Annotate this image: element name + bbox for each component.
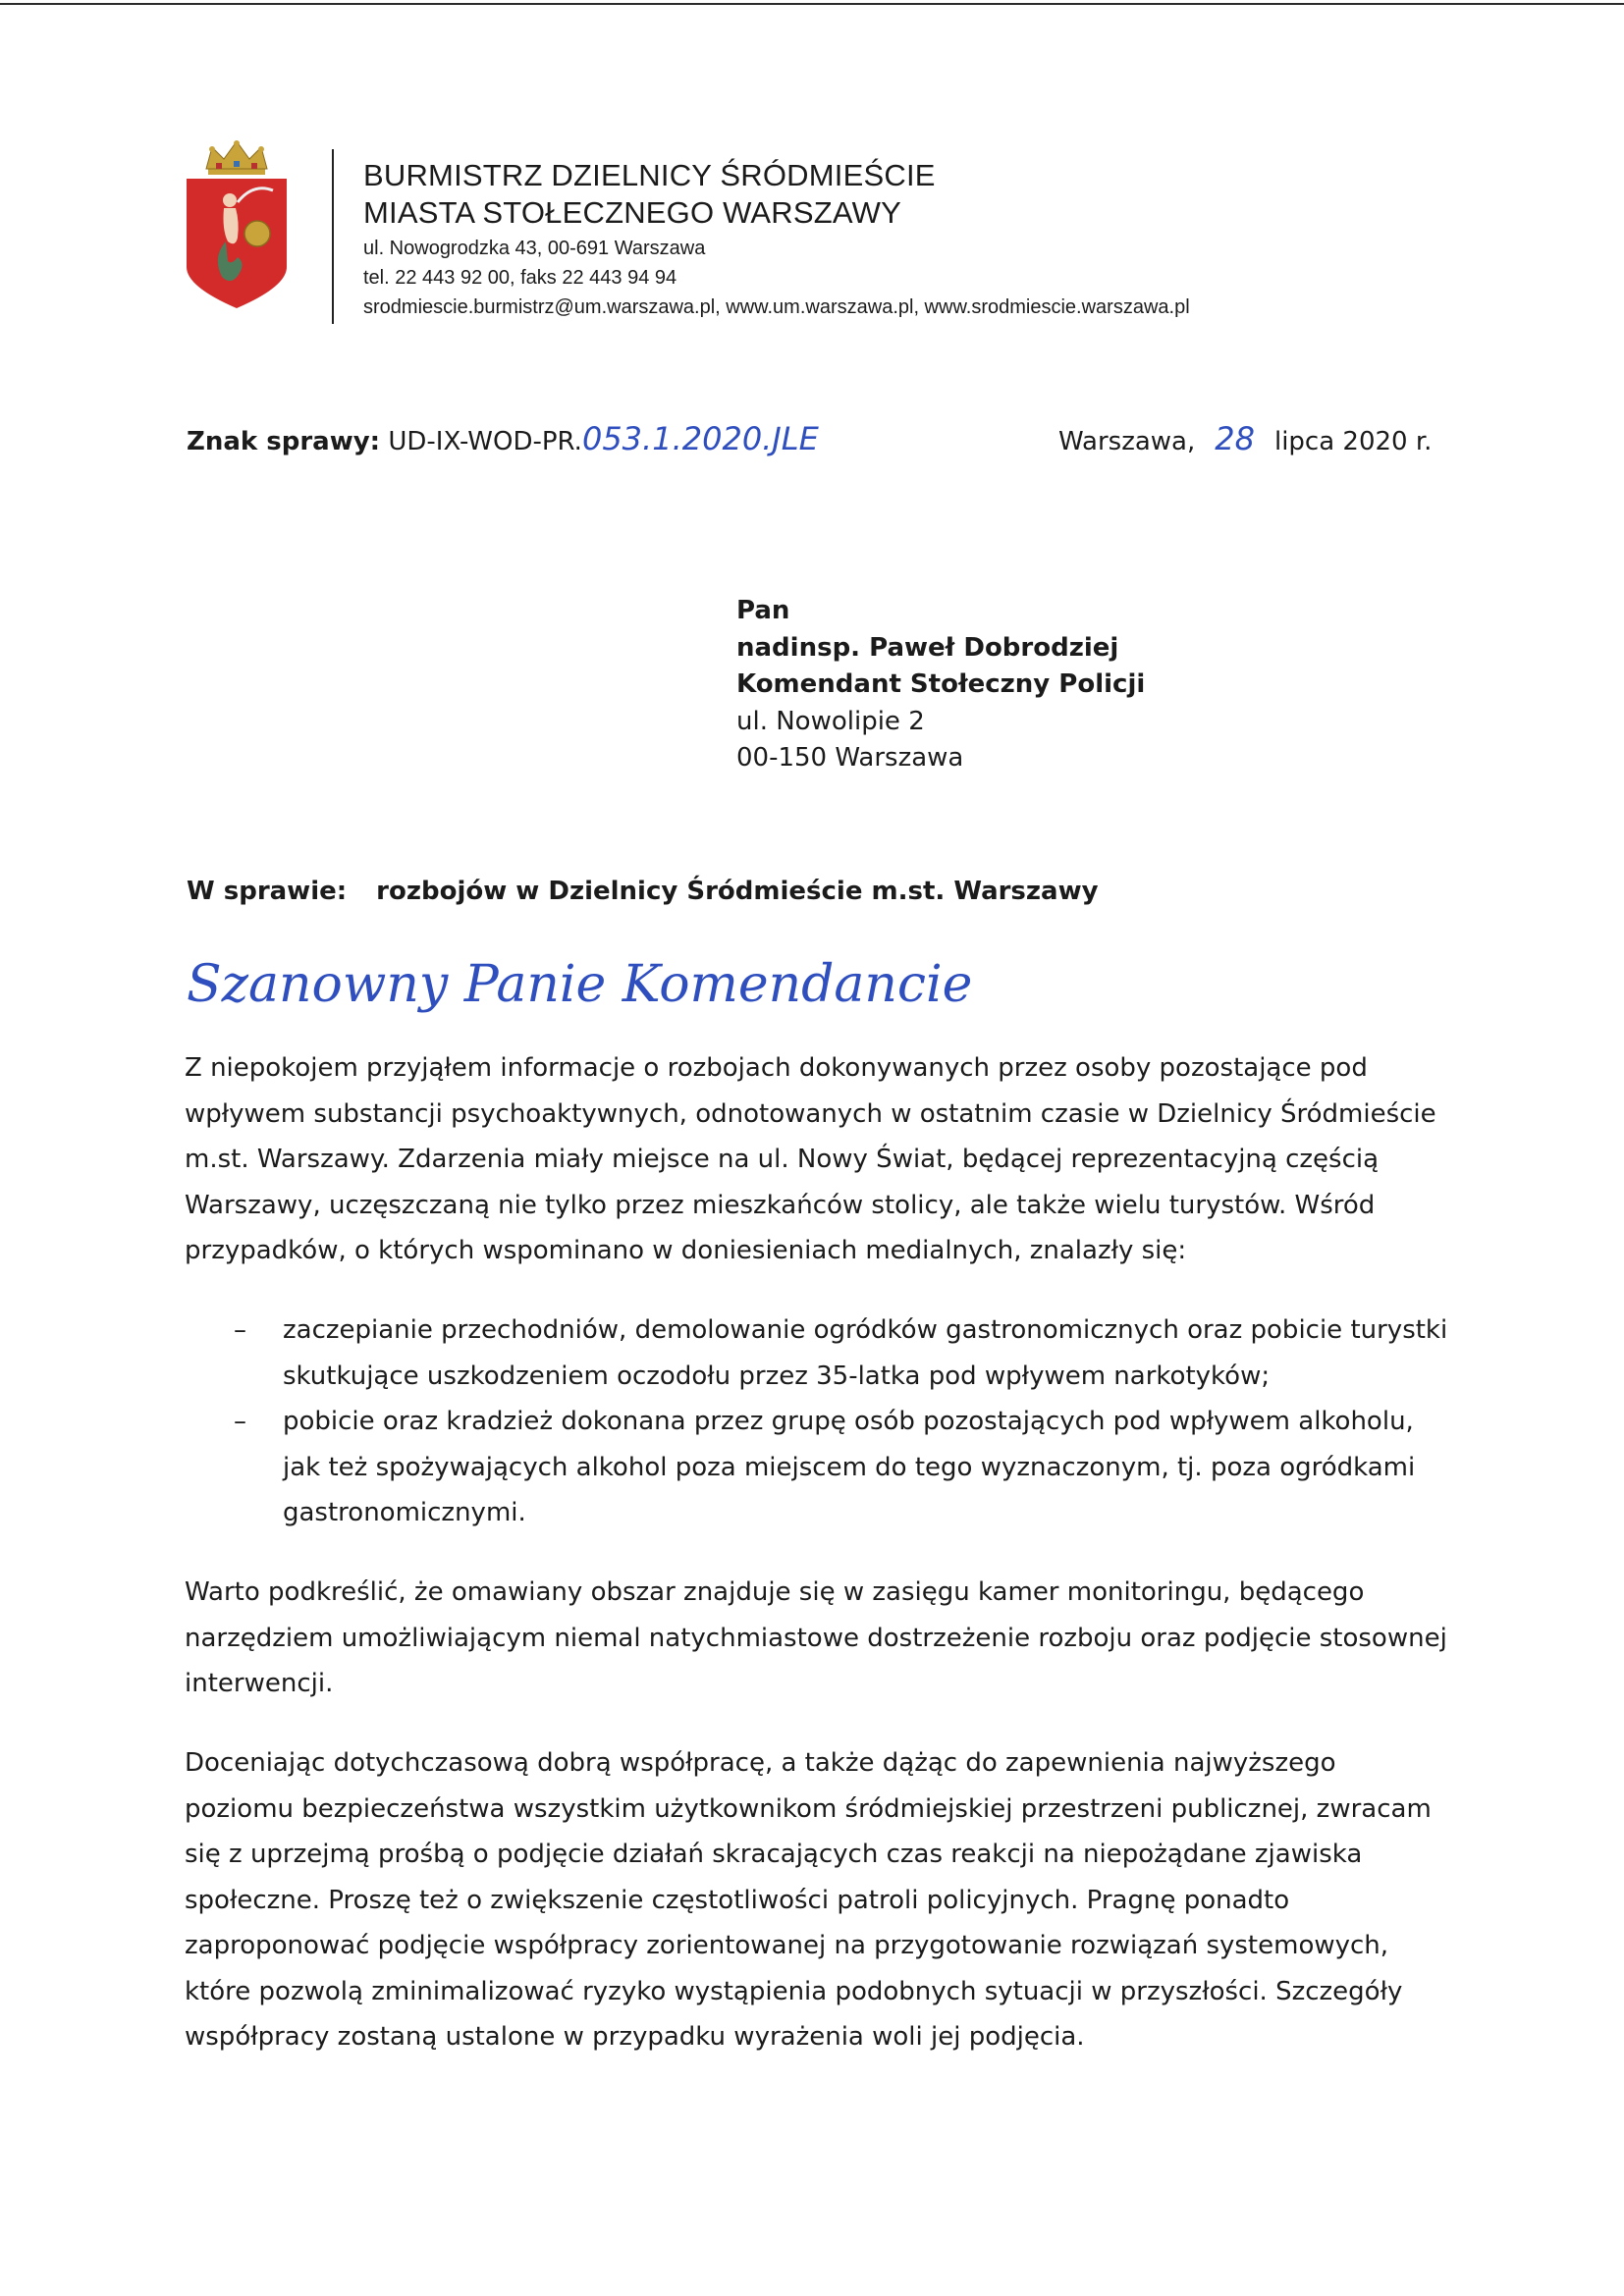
letter-date	[1058, 420, 1432, 457]
top-border-line	[0, 3, 1624, 5]
office-title-line1: BURMISTRZ DZIELNICY ŚRÓDMIEŚCIE	[363, 158, 936, 192]
recipient-city: 00-150 Warszawa	[736, 743, 964, 773]
subject-label: W sprawie:	[187, 877, 348, 906]
case-reference	[187, 420, 819, 457]
recipient-block	[736, 593, 1145, 777]
subject-line	[187, 877, 1099, 906]
warsaw-coat-of-arms-icon	[183, 139, 291, 310]
list-item	[234, 1308, 1451, 1399]
incident-list	[234, 1308, 1451, 1536]
list-dash-icon: –	[234, 1315, 246, 1345]
date-day-handwritten: 28	[1215, 420, 1255, 457]
header-divider	[332, 149, 334, 324]
office-title-line2: MIASTA STOŁECZNEGO WARSZAWY	[363, 195, 901, 230]
list-dash-icon: –	[234, 1407, 246, 1436]
list-item-text: pobicie oraz kradzież dokonana przez grupę osób pozostających pod wpływem alkoholu, jak też spożywających alkohol poza miejscem do tego wyznaczonym, tj. poza ogródkami gastronomicznymi.	[283, 1407, 1416, 1527]
office-web-links[interactable]: srodmiescie.burmistrz@um.warszawa.pl, www.um.warszawa.pl, www.srodmiescie.warszawa.pl	[363, 296, 1190, 318]
case-reference-printed: UD-IX-WOD-PR.	[388, 427, 582, 456]
office-phone: tel. 22 443 92 00, faks 22 443 94 94	[363, 267, 677, 289]
body-paragraph-3: Doceniając dotychczasową dobrą współpracę, a także dążąc do zapewnienia najwyższego poziomu bezpieczeństwa wszystkim użytkownikom śródmiejskiej przestrzeni publicznej, zwracam się z uprzejmą prośbą o podjęcie działań skracających czas reakcji na niepożądane zjawiska społeczne. Proszę też o zwiększenie częstotliwości patroli policyjnych. Pragnę ponadto zaproponować podjęcie współpracy zorientowanej na przygotowanie rozwiązań systemowych, które pozwolą zminimalizować ryzyko wystąpienia podobnych sytuacji w przyszłości. Szczegóły współpracy zostaną ustalone w przypadku wyrażenia woli jej podjęcia.	[185, 1748, 1432, 2052]
body-paragraph-2: Warto podkreślić, że omawiany obszar znajduje się w zasięgu kamer monitoringu, będącego narzędziem umożliwiającym niemal natychmiastowe dostrzeżenie rozboju oraz podjęcie stosownej interwencji.	[185, 1577, 1447, 1698]
recipient-street: ul. Nowolipie 2	[736, 706, 925, 736]
recipient-name: nadinsp. Paweł Dobrodziej	[736, 632, 1119, 663]
case-reference-label: Znak sprawy:	[187, 427, 381, 456]
list-item	[234, 1399, 1451, 1536]
recipient-salutation: Pan	[736, 596, 790, 625]
date-city: Warszawa,	[1058, 427, 1196, 456]
list-item-text: zaczepianie przechodniów, demolowanie ogródków gastronomicznych oraz pobicie turystki skutkujące uszkodzeniem oczodołu przez 35-latka pod wpływem narkotyków;	[283, 1315, 1448, 1391]
subject-text: rozbojów w Dzielnicy Śródmieście m.st. Warszawy	[376, 877, 1099, 906]
office-address: ul. Nowogrodzka 43, 00-691 Warszawa	[363, 238, 706, 259]
recipient-title: Komendant Stołeczny Policji	[736, 669, 1146, 699]
body-paragraph-1: Z niepokojem przyjąłem informacje o rozbojach dokonywanych przez osoby pozostające pod wpływem substancji psychoaktywnych, odnotowanych w ostatnim czasie w Dzielnicy Śródmieście m.st. Warszawy. Zdarzenia miały miejsce na ul. Nowy Świat, będącej reprezentacyjną częścią Warszawy, uczęszczaną nie tylko przez mieszkańców stolicy, ale także wielu turystów. Wśród przypadków, o których wspominano w doniesieniach medialnych, znalazły się:	[185, 1053, 1436, 1265]
greeting-text: Szanowny Panie Komendancie	[187, 955, 973, 1014]
date-month-year: lipca 2020 r.	[1273, 427, 1433, 456]
case-reference-handwritten: 053.1.2020.JLE	[581, 420, 819, 457]
office-header	[363, 157, 1190, 322]
handwritten-greeting	[187, 947, 1070, 1026]
